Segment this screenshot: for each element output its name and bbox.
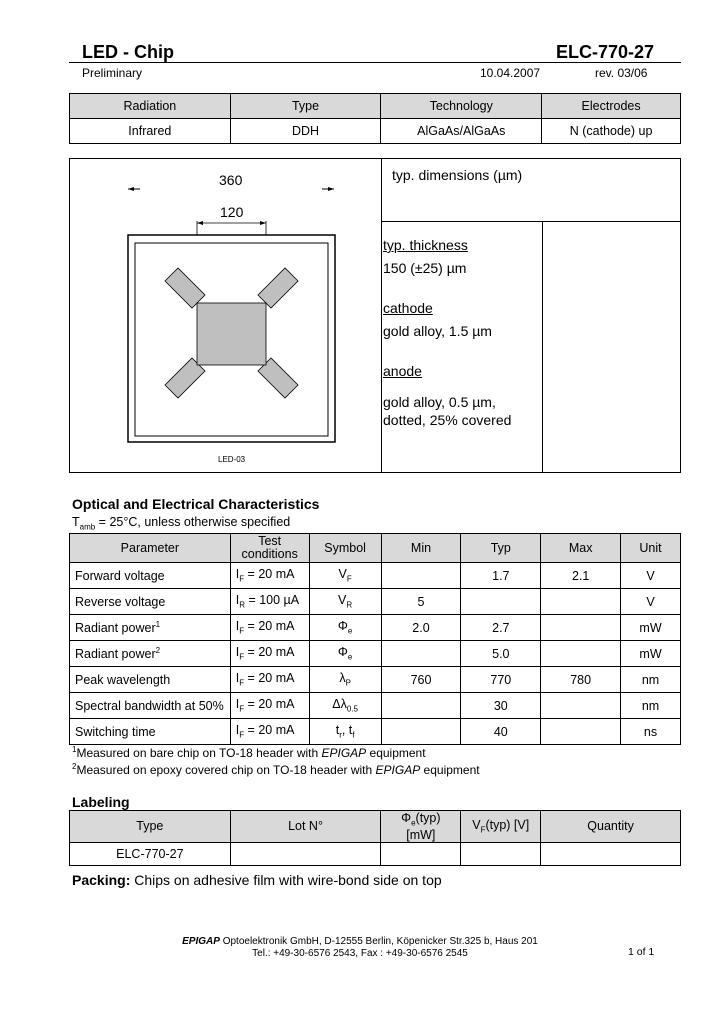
symbol-cell: $V_R$: [309, 589, 381, 615]
max-cell: 780: [541, 667, 621, 693]
label-header-quantity: Quantity: [541, 811, 681, 843]
figure-caption: LED-03: [218, 455, 246, 464]
arrow-left-head-icon: [128, 187, 134, 191]
packing-text: Chips on adhesive film with wire-bond side on top: [134, 872, 442, 888]
typ-cell: 30: [461, 693, 541, 719]
optical-section-title: Optical and Electrical Characteristics: [72, 496, 320, 512]
min-cell: 760: [381, 667, 461, 693]
labeling-row: [70, 842, 681, 865]
thickness-value: 150 (±25) µm: [383, 260, 467, 276]
label-vf-value: [461, 842, 541, 865]
symbol-cell: $\lambda_P$: [309, 667, 381, 693]
min-cell: [381, 693, 461, 719]
condition-cell: $I_F = 20$ mA: [230, 693, 309, 719]
min-cell: [381, 641, 461, 667]
cathode-heading: cathode: [383, 300, 433, 316]
footnote-2: $^2$Measured on epoxy covered chip on TO-18 header with EPIGAP equipment: [72, 762, 480, 777]
param-cell: Radiant power$^2$: [70, 641, 231, 667]
header-symbol: Symbol: [309, 534, 381, 563]
unit-cell: ns: [621, 719, 681, 745]
unit-cell: nm: [621, 667, 681, 693]
header-typ: Typ: [461, 534, 541, 563]
dims-title: typ. dimensions (µm): [392, 167, 523, 183]
cathode-value: gold alloy, 1.5 µm: [383, 323, 492, 339]
value-radiation: Infrared: [70, 119, 231, 144]
typ-cell: [461, 589, 541, 615]
typ-cell: 5.0: [461, 641, 541, 667]
symbol-cell: $t_r$, $t_f$: [309, 719, 381, 745]
footer-address: EPIGAP Optoelektronik GmbH, D-12555 Berlin, Köpenicker Str.325 b, Haus 201: [182, 936, 538, 947]
label-phi-value: [381, 842, 461, 865]
condition-cell: $I_F = 20$ mA: [230, 615, 309, 641]
condition-cell: $I_F = 20$ mA: [230, 667, 309, 693]
value-technology: AlGaAs/AlGaAs: [381, 119, 542, 144]
labeling-table: [69, 810, 681, 866]
label-header-phi: $\Phi_e(typ)$ [mW]: [381, 811, 461, 843]
header-unit: Unit: [621, 534, 681, 563]
right-column-divider: [542, 221, 543, 472]
characteristics-table: [69, 533, 681, 745]
unit-cell: V: [621, 563, 681, 589]
doc-title: LED - Chip: [82, 42, 174, 62]
typ-cell: 1.7: [461, 563, 541, 589]
symbol-cell: $\Phi_e$: [309, 615, 381, 641]
label-type-value: ELC-770-27: [70, 842, 231, 865]
date-text: 10.04.2007: [480, 66, 541, 80]
header-technology: Technology: [381, 94, 542, 119]
condition-cell: $I_R = 100$ µA: [230, 589, 309, 615]
max-cell: [541, 589, 621, 615]
summary-header-row: [70, 94, 681, 119]
table-row: [70, 719, 681, 745]
status-text: Preliminary: [82, 66, 143, 80]
footnote-1: $^1$Measured on bare chip on TO-18 header with EPIGAP equipment: [72, 745, 426, 760]
inner-dimension-label: 120: [220, 204, 244, 220]
page-number: 1 of 1: [628, 946, 655, 958]
condition-cell: $I_F = 20$ mA: [230, 719, 309, 745]
table-row: [70, 615, 681, 641]
label-header-type: Type: [70, 811, 231, 843]
header-electrodes: Electrodes: [542, 94, 681, 119]
header-min: Min: [381, 534, 461, 563]
symbol-cell: $V_F$: [309, 563, 381, 589]
typ-cell: 40: [461, 719, 541, 745]
outer-dimension-label: 360: [219, 172, 243, 188]
thickness-heading: typ. thickness: [383, 237, 468, 253]
max-cell: 2.1: [541, 563, 621, 589]
labeling-title: Labeling: [72, 794, 130, 810]
summary-value-row: [70, 119, 681, 144]
revision-text: rev. 03/06: [595, 66, 648, 80]
labeling-header-row: [70, 811, 681, 843]
param-cell: Radiant power$^1$: [70, 615, 231, 641]
characteristics-body: [70, 563, 681, 745]
chip-figure-panel: [69, 158, 681, 473]
part-number: ELC-770-27: [555, 42, 654, 62]
max-cell: [541, 719, 621, 745]
anode-value-line1: gold alloy, 0.5 µm,: [383, 394, 496, 410]
label-lot-value: [230, 842, 381, 865]
packing-label: Packing:: [72, 872, 131, 888]
min-cell: 5: [381, 589, 461, 615]
max-cell: [541, 615, 621, 641]
ambient-condition: $T_{amb} = 25^\circ C$, unless otherwise specified: [72, 515, 291, 532]
unit-cell: mW: [621, 615, 681, 641]
max-cell: [541, 693, 621, 719]
param-cell: Forward voltage: [70, 563, 231, 589]
min-cell: [381, 563, 461, 589]
symbol-cell: $\Delta\lambda_{0.5}$: [309, 693, 381, 719]
typ-cell: 2.7: [461, 615, 541, 641]
symbol-cell: $\Phi_e$: [309, 641, 381, 667]
min-cell: 2.0: [381, 615, 461, 641]
table-row: [70, 563, 681, 589]
unit-cell: nm: [621, 693, 681, 719]
header-type: Type: [230, 94, 381, 119]
param-cell: Switching time: [70, 719, 231, 745]
summary-table: [69, 93, 681, 144]
header-rule: [69, 62, 681, 63]
param-cell: Reverse voltage: [70, 589, 231, 615]
table-row: [70, 693, 681, 719]
packing-line: [72, 872, 442, 888]
label-quantity-value: [541, 842, 681, 865]
arrow-right-head-icon: [328, 187, 334, 191]
inner-arrow-right-icon: [260, 221, 266, 225]
min-cell: [381, 719, 461, 745]
header-max: Max: [541, 534, 621, 563]
anode-heading: anode: [383, 363, 422, 379]
param-cell: Peak wavelength: [70, 667, 231, 693]
condition-cell: $I_F = 20$ mA: [230, 641, 309, 667]
table-row: [70, 589, 681, 615]
label-header-vf: $V_F(typ)$ [V]: [461, 811, 541, 843]
label-header-lot: Lot N°: [230, 811, 381, 843]
typ-cell: 770: [461, 667, 541, 693]
table-row: [70, 641, 681, 667]
unit-cell: mW: [621, 641, 681, 667]
dims-title-rule: [381, 221, 681, 222]
condition-cell: $I_F = 20$ mA: [230, 563, 309, 589]
inner-arrow-left-icon: [197, 221, 203, 225]
unit-cell: V: [621, 589, 681, 615]
param-cell: Spectral bandwidth at 50%: [70, 693, 231, 719]
header-parameter: Parameter: [70, 534, 231, 563]
anode-value-line2: dotted, 25% covered: [383, 412, 512, 428]
value-type: DDH: [230, 119, 381, 144]
table-row: [70, 667, 681, 693]
header-test-conditions: Test conditions: [230, 534, 309, 563]
characteristics-header-row: [70, 534, 681, 563]
footer-contact: Tel.: +49-30-6576 2543, Fax : +49-30-6576 2545: [252, 948, 468, 959]
figure-divider: [381, 159, 382, 472]
max-cell: [541, 641, 621, 667]
value-electrodes: N (cathode) up: [542, 119, 681, 144]
header-radiation: Radiation: [70, 94, 231, 119]
